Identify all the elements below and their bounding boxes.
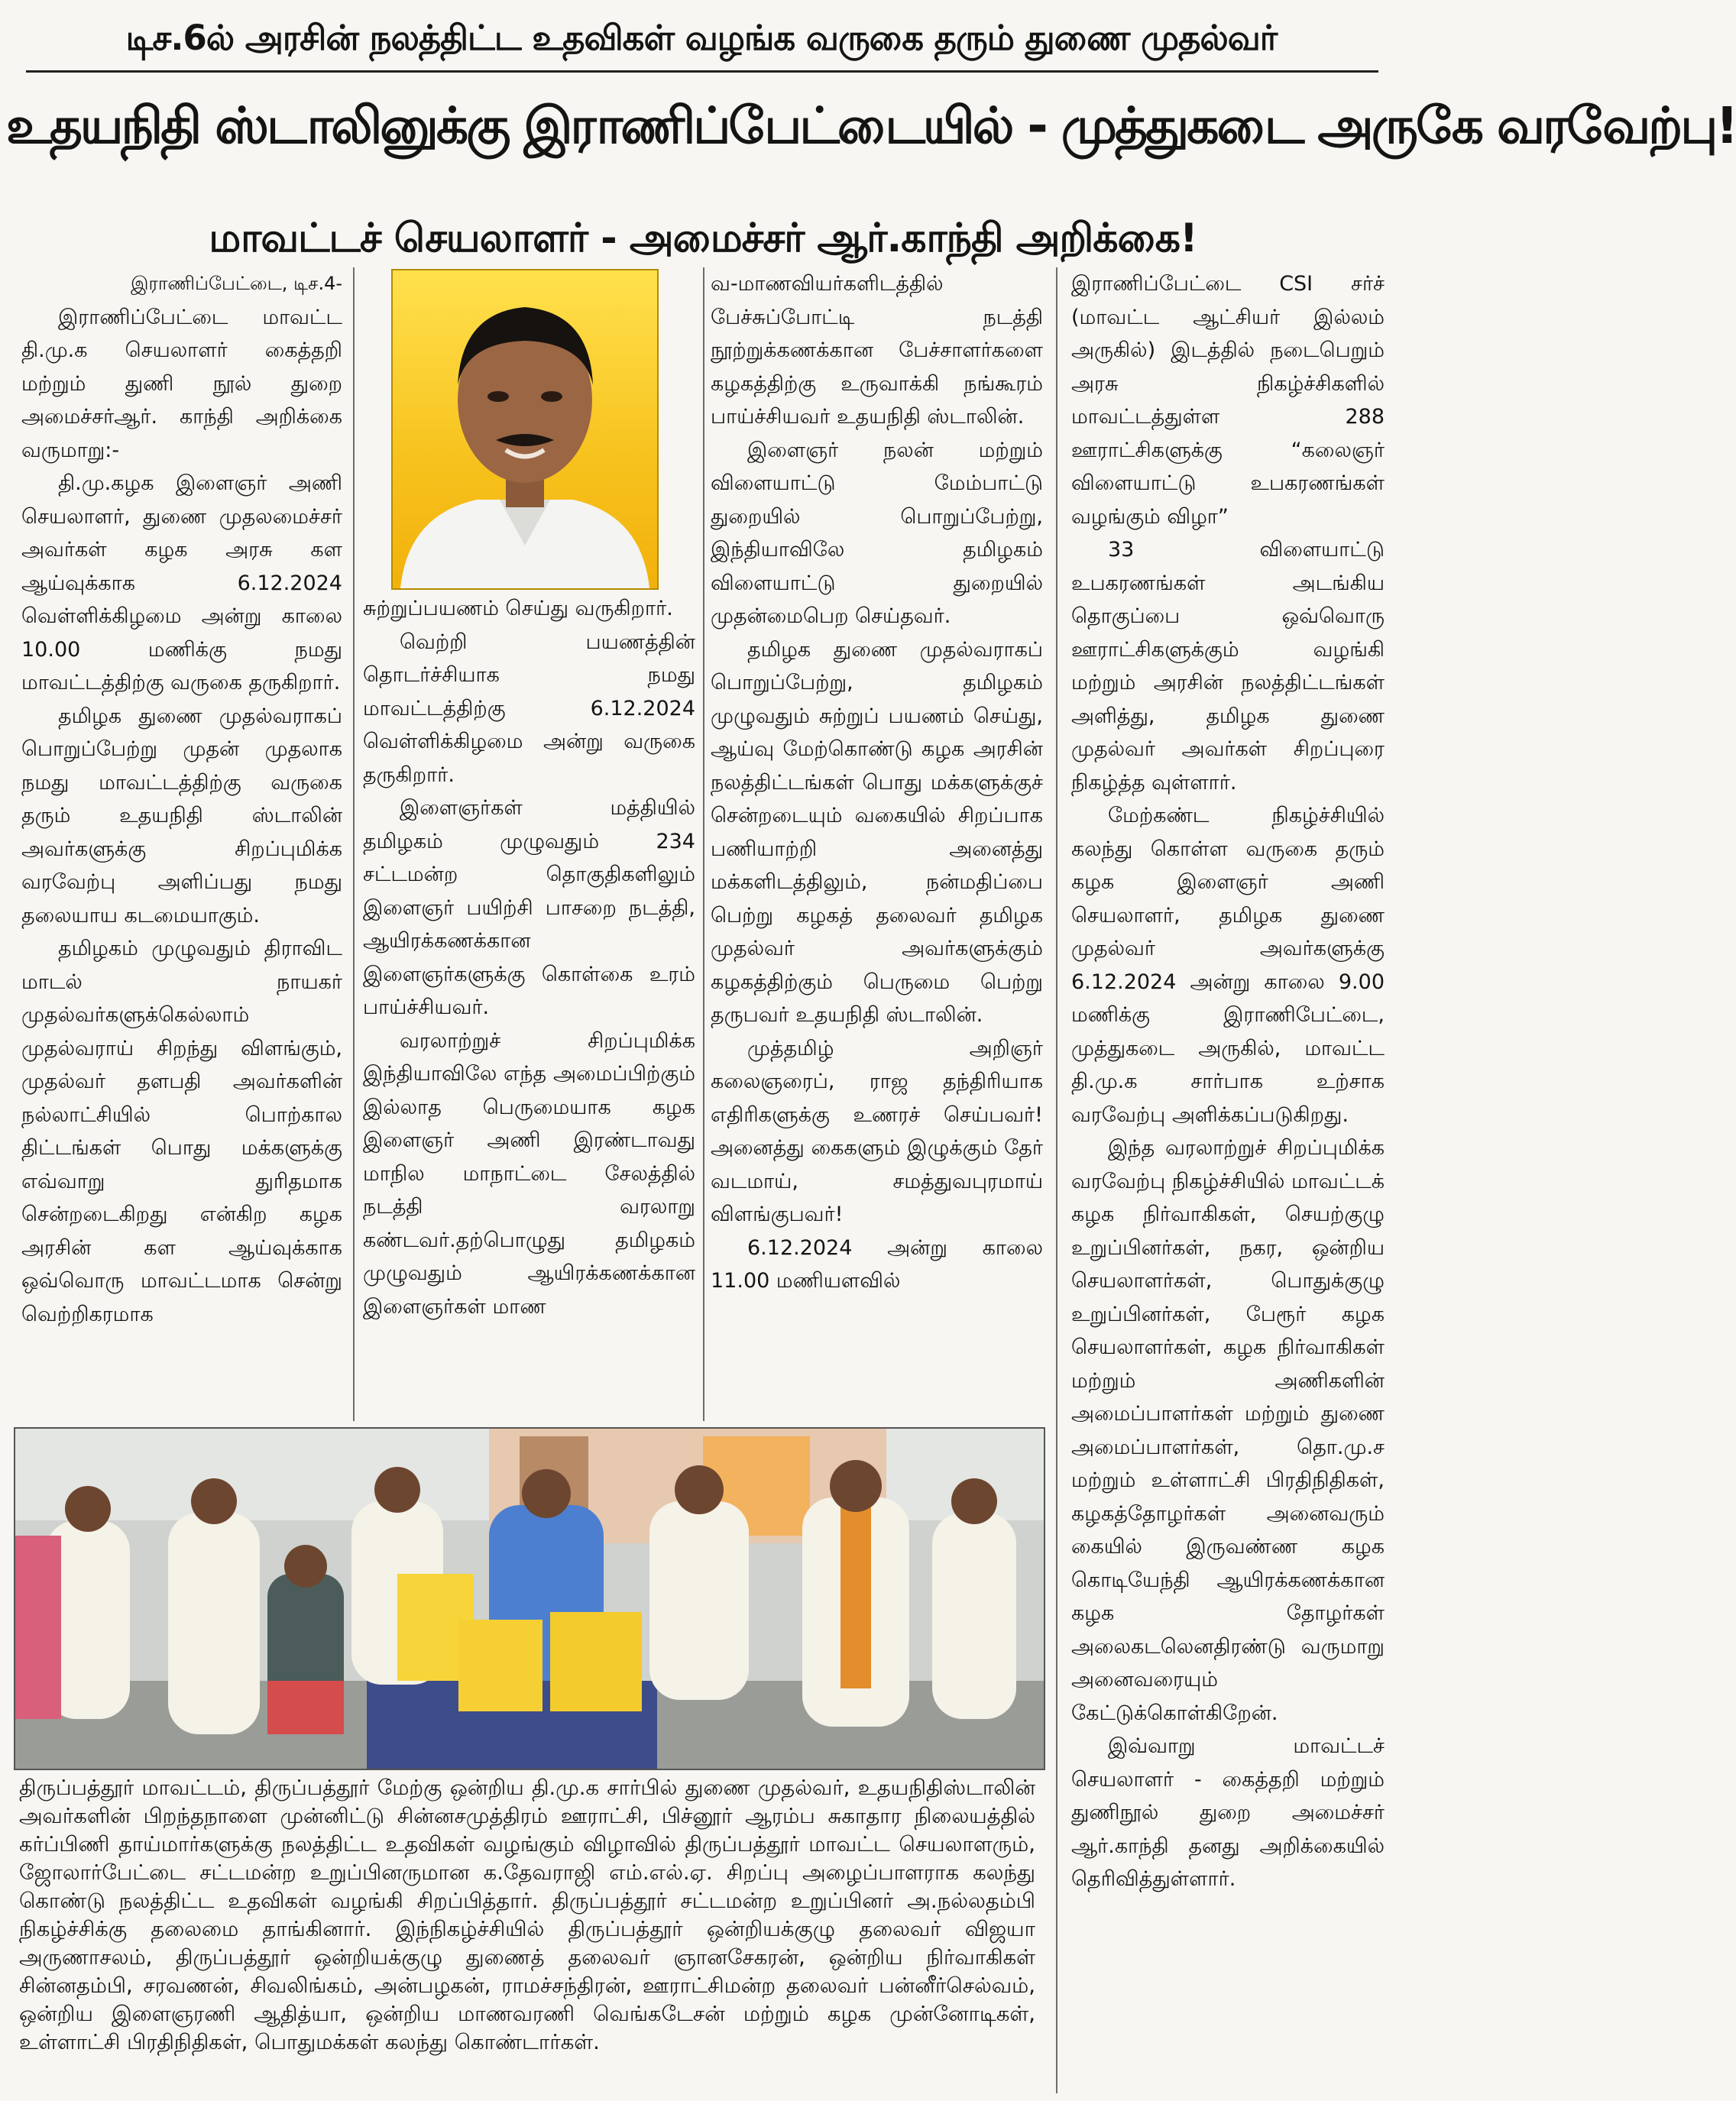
col4-paragraph: மேற்கண்ட நிகழ்ச்சியில் கலந்து கொள்ள வருகை தரும் கழக இளைஞர் அணி செயலாளர், தமிழக துணை முதல்வர் அவர்களுக்கு 6.12.2024 அன்று காலை 9.00 மணிக்கு இராணிபேட்டை, முத்துகடை அருகில், மாவட்ட தி.மு.க சார்பாக உற்சாக வரவேற்பு அளிக்கப்படுகிறது. (1071, 804, 1385, 1127)
column-divider-3 (1056, 267, 1057, 2093)
col2-paragraph: வெற்றி பயணத்தின் தொடர்ச்சியாக நமது மாவட்டத்திற்கு 6.12.2024 வெள்ளிக்கிழமை அன்று வருகை தருகிறார். (363, 630, 695, 787)
article-column-2 (363, 592, 695, 1413)
main-headline: உதயநிதி ஸ்டாலினுக்கு இராணிப்பேட்டையில் - முத்துகடை அருகே வரவேற்பு! (6, 96, 1736, 155)
event-photo (14, 1427, 1045, 1770)
article-column-4 (1071, 267, 1385, 2097)
strap-headline: டிச.6ல் அரசின் நலத்திட்ட உதவிகள் வழங்க வருகை தரும் துணை முதல்வர் (125, 18, 1278, 58)
col1-paragraph: தி.மு.கழக இளைஞர் அணி செயலாளர், துணை முதலமைச்சர் அவர்கள் கழக அரசு கள ஆய்வுக்காக 6.12.2024 வெள்ளிக்கிழமை அன்று காலை 10.00 மணிக்கு நமது மாவட்டத்திற்கு வருகை தருகிறார். (21, 471, 342, 694)
portrait-illustration (393, 270, 657, 588)
col2-paragraph: இளைஞர்கள் மத்தியில் தமிழகம் முழுவதும் 234 சட்டமன்ற தொகுதிகளிலும் இளைஞர் பயிற்சி பாசறை நடத்தி, ஆயிரக்கணக்கான இளைஞர்களுக்கு கொள்கை உரம் பாய்ச்சியவர். (363, 796, 695, 1019)
strap-divider (26, 70, 1378, 73)
minister-portrait (391, 269, 659, 590)
photo-caption: திருப்பத்தூர் மாவட்டம், திருப்பத்தூர் மேற்கு ஒன்றிய தி.மு.க சார்பில் துணை முதல்வர், உதயநிதிஸ்டாலின் அவர்களின் பிறந்தநாளை முன்னிட்டு சின்னசமுத்திரம் ஊராட்சி, பிச்னூர் ஆரம்ப சுகாதார நிலையத்தில் கர்ப்பிணி தாய்மார்களுக்கு நலத்திட்ட உதவிகள் வழங்கும் விழாவில் திருப்பத்தூர் மாவட்ட செயலாளரும், ஜோலார்பேட்டை சட்டமன்ற உறுப்பினருமான க.தேவராஜி எம்.எல்.ஏ. சிறப்பு அழைப்பாளராக கலந்து கொண்டு நலத்திட்ட உதவிகள் வழங்கி சிறப்பித்தார். திருப்பத்தூர் சட்டமன்ற உறுப்பினர் அ.நல்லதம்பி நிகழ்ச்சிக்கு தலைமை தாங்கினார். இந்நிகழ்ச்சியில் திருப்பத்தூர் ஒன்றியக்குழு தலைவர் விஜயா அருணாசலம், திருப்பத்தூர் ஒன்றியக்குழு துணைத் தலைவர் ஞானசேகரன், ஒன்றிய நிர்வாகிகள் சின்னதம்பி, சரவணன், சிவலிங்கம், அன்பழகன், ராமச்சந்திரன், ஊராட்சிமன்ற தலைவர் பன்னீர்செல்வம், ஒன்றிய இளைஞரணி ஆதித்யா, ஒன்றிய மாணவரணி வெங்கடேசன் மற்றும் கழக முன்னோடிகள், உள்ளாட்சி பிரதிநிதிகள், பொதுமக்கள் கலந்து கொண்டார்கள். (19, 1776, 1035, 2054)
col1-paragraph: தமிழகம் முழுவதும் திராவிட மாடல் நாயகர் முதல்வர்களுக்கெல்லாம் முதல்வராய் சிறந்து விளங்கும், முதல்வர் தளபதி அவர்களின் நல்லாட்சியில் பொற்கால திட்டங்கள் பொது மக்களுக்கு எவ்வாறு துரிதமாக சென்றடைகிறது என்கிற கழக அரசின் கள ஆய்வுக்காக ஒவ்வொரு மாவட்டமாக சென்று வெற்றிகரமாக (21, 937, 342, 1326)
col1-paragraph: தமிழக துணை முதல்வராகப் பொறுப்பேற்று முதன் முதலாக நமது மாவட்டத்திற்கு வருகை தரும் உதயநிதி ஸ்டாலின் அவர்களுக்கு சிறப்புமிக்க வரவேற்பு அளிப்பது நமது தலையாய கடமையாகும். (21, 704, 342, 927)
article-column-3 (711, 267, 1043, 1413)
article-column-1 (21, 267, 342, 1413)
subheadline: மாவட்டச் செயலாளர் - அமைச்சர் ஆர்.காந்தி அறிக்கை! (209, 215, 1197, 261)
col1-paragraph: இராணிப்பேட்டை மாவட்ட தி.மு.க செயலாளர் கைத்தறி மற்றும் துணி நூல் துறை அமைச்சர்ஆர். காந்தி அறிக்கை வருமாறு:- (21, 305, 342, 462)
col4-paragraph: 33 விளையாட்டு உபகரணங்கள் அடங்கிய தொகுப்பை ஒவ்வொரு ஊராட்சிகளுக்கும் வழங்கி மற்றும் அரசின் நலத்திட்டங்கள் அளித்து, தமிழக துணை முதல்வர் அவர்கள் சிறப்புரை நிகழ்த்த வுள்ளார். (1071, 538, 1385, 795)
col3-paragraph: வ-மாணவியர்களிடத்தில் பேச்சுப்போட்டி நடத்தி நூற்றுக்கணக்கான பேச்சாளர்களை கழகத்திற்கு உருவாக்கி நங்கூரம் பாய்ச்சியவர் உதயநிதி ஸ்டாலின். (711, 272, 1043, 429)
event-photo-illustration (15, 1429, 1044, 1769)
col4-paragraph: இவ்வாறு மாவட்டச் செயலாளர் - கைத்தறி மற்றும் துணிநூல் துறை அமைச்சர் ஆர்.காந்தி தனது அறிக்கையில் தெரிவித்துள்ளார். (1071, 1734, 1385, 1891)
col3-paragraph: முத்தமிழ் அறிஞர் கலைஞரைப், ராஜ தந்திரியாக எதிரிகளுக்கு உணரச் செய்பவர்! அனைத்து கைகளும் இழுக்கும் தேர் வடமாய், சமத்துவபுரமாய் விளங்குபவர்! (711, 1036, 1043, 1226)
col3-paragraph: இளைஞர் நலன் மற்றும் விளையாட்டு மேம்பாட்டு துறையில் பொறுப்பேற்று, இந்தியாவிலே தமிழகம் விளையாட்டு துறையில் முதன்மைபெற செய்தவர். (711, 438, 1043, 628)
column-divider-1 (353, 267, 355, 1421)
col3-paragraph: 6.12.2024 அன்று காலை 11.00 மணியளவில் (711, 1235, 1043, 1293)
col3-paragraph: தமிழக துணை முதல்வராகப் பொறுப்பேற்று, தமிழகம் முழுவதும் சுற்றுப் பயணம் செய்து, ஆய்வு மேற்கொண்டு கழக அரசின் நலத்திட்டங்கள் பொது மக்களுக்குச் சென்றடையும் வகையில் சிறப்பாக பணியாற்றி அனைத்து மக்களிடத்திலும், நன்மதிப்பை பெற்று கழகத் தலைவர் தமிழக முதல்வர் அவர்களுக்கும் கழகத்திற்கும் பெருமை பெற்று தருபவர் உதயநிதி ஸ்டாலின். (711, 637, 1043, 1027)
column-divider-2 (703, 267, 704, 1421)
col4-paragraph: இராணிப்பேட்டை CSI சர்ச் (மாவட்ட ஆட்சியர் இல்லம் அருகில்) இடத்தில் நடைபெறும் அரசு நிகழ்ச்சிகளில் மாவட்டத்துள்ள 288 ஊராட்சிகளுக்கு “கலைஞர் விளையாட்டு உபகரணங்கள் வழங்கும் விழா” (1071, 272, 1385, 529)
col2-paragraph: சுற்றுப்பயணம் செய்து வருகிறார். (363, 597, 673, 620)
col4-paragraph: இந்த வரலாற்றுச் சிறப்புமிக்க வரவேற்பு நிகழ்ச்சியில் மாவட்டக் கழக நிர்வாகிகள், செயற்குழு உறுப்பினர்கள், நகர, ஒன்றிய செயலாளர்கள், பொதுக்குழு உறுப்பினர்கள், பேரூர் கழக செயலாளர்கள், கழக நிர்வாகிகள் மற்றும் அணிகளின் அமைப்பாளர்கள் மற்றும் துணை அமைப்பாளர்கள், தொ.மு.ச மற்றும் உள்ளாட்சி பிரதிநிதிகள், கழகத்தோழர்கள் அனைவரும் கையில் இருவண்ண கழக கொடியேந்தி ஆயிரக்கணக்கான கழக தோழர்கள் அலைகடலெனதிரண்டு வருமாறு அனைவரையும் கேட்டுக்கொள்கிறேன். (1071, 1136, 1385, 1725)
col2-paragraph: வரலாற்றுச் சிறப்புமிக்க இந்தியாவிலே எந்த அமைப்பிற்கும் இல்லாத பெருமையாக கழக இளைஞர் அணி இரண்டாவது மாநில மாநாட்டை சேலத்தில் நடத்தி வரலாறு கண்டவர்.தற்பொழுது தமிழகம் முழுவதும் ஆயிரக்கணக்கான இளைஞர்கள் மாண (363, 1028, 695, 1319)
dateline: இராணிப்பேட்டை, டிச.4- (131, 273, 342, 294)
